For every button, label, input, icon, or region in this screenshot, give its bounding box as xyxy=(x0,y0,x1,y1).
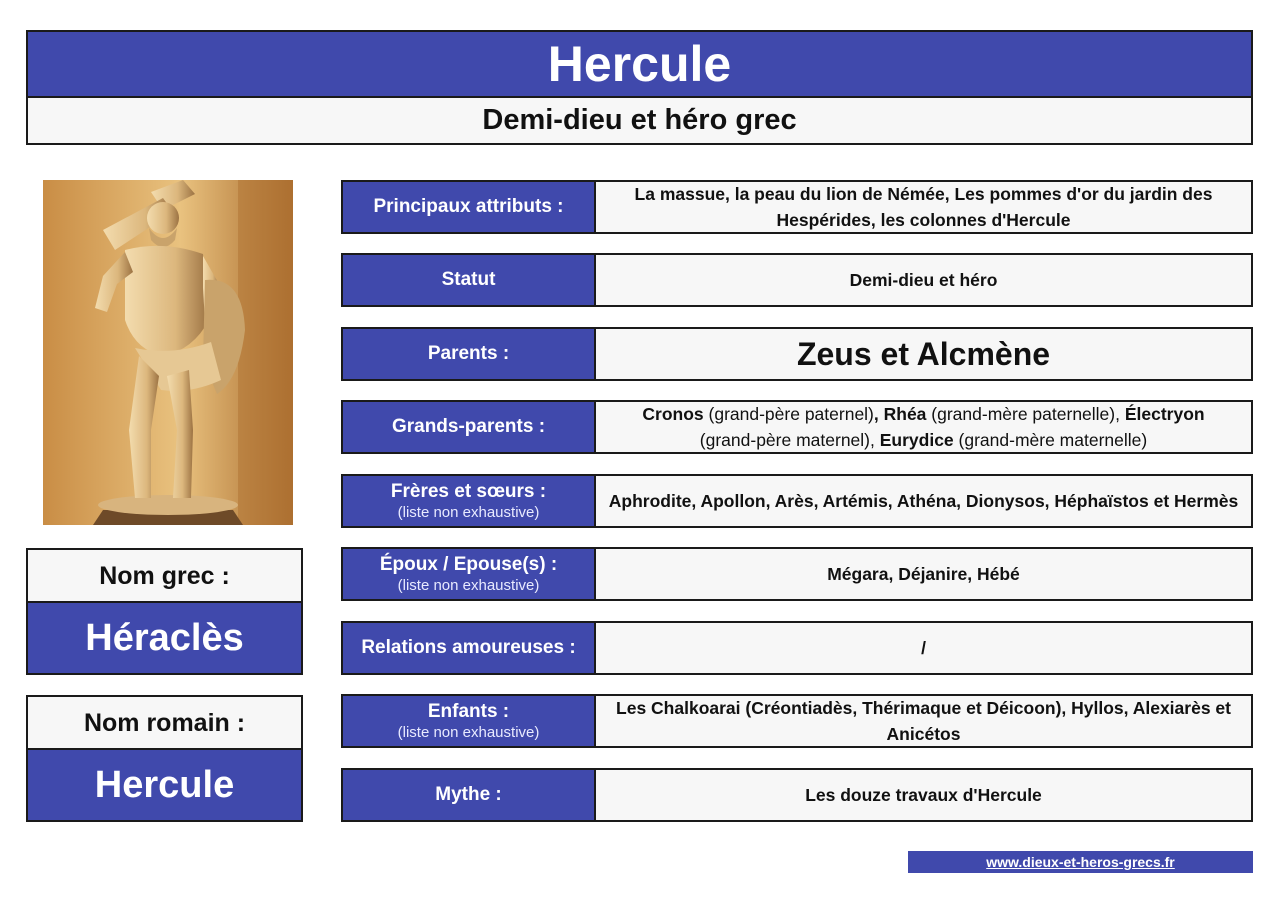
myth-label-text: Mythe : xyxy=(435,784,502,806)
siblings-label-text: Frères et sœurs : xyxy=(390,480,547,502)
statue-photo xyxy=(43,180,293,525)
attributes-label xyxy=(341,180,596,234)
grandparent-rhea: , Rhéa xyxy=(873,403,927,424)
spouses-value: Mégara, Déjanire, Hébé xyxy=(594,547,1253,601)
myth-label xyxy=(341,768,596,822)
spouses-label xyxy=(341,547,596,601)
status-label-text: Statut xyxy=(441,269,496,291)
grandparents-label xyxy=(341,400,596,454)
grandparent-eurydice: Eurydice xyxy=(879,430,954,450)
children-label xyxy=(341,694,596,748)
love-relations-label-text: Relations amoureuses : xyxy=(361,637,576,659)
grandparent-electryon-role: (grand-père maternel), xyxy=(699,430,880,450)
parents-value: Zeus et Alcmène xyxy=(594,327,1253,381)
greek-name-value: Héraclès xyxy=(26,601,303,675)
children-label-text: Enfants : xyxy=(427,700,510,722)
grandparents-label-text: Grands-parents : xyxy=(391,416,546,438)
siblings-value: Aphrodite, Apollon, Arès, Artémis, Athéna, Dionysos, Héphaïstos et Hermès xyxy=(594,474,1253,528)
attributes-label-text: Principaux attributs : xyxy=(373,196,564,218)
attributes-value: La massue, la peau du lion de Némée, Les pommes d'or du jardin des Hespérides, les colonnes d'Hercule xyxy=(594,180,1253,234)
children-value: Les Chalkoarai (Créontiadès, Thérimaque et Déicoon), Hyllos, Alexiarès et Anicétos xyxy=(594,694,1253,748)
website-link[interactable]: www.dieux-et-heros-grecs.fr xyxy=(908,851,1253,873)
grandparent-rhea-role: (grand-mère paternelle), xyxy=(926,403,1125,424)
siblings-note: (liste non exhaustive) xyxy=(397,503,540,521)
grandparent-cronos-role: (grand-père paternel) xyxy=(703,403,874,424)
roman-name-value: Hercule xyxy=(26,748,303,822)
page-subtitle: Demi-dieu et héro grec xyxy=(26,96,1253,145)
grandparent-electryon: Électryon xyxy=(1124,403,1205,424)
status-label xyxy=(341,253,596,307)
grandparent-eurydice-role: (grand-mère maternelle) xyxy=(953,430,1148,450)
grandparent-cronos: Cronos xyxy=(642,403,704,424)
greek-name-label: Nom grec : xyxy=(26,548,303,604)
siblings-label xyxy=(341,474,596,528)
status-value: Demi-dieu et héro xyxy=(594,253,1253,307)
spouses-note: (liste non exhaustive) xyxy=(397,576,540,594)
parents-label-text: Parents : xyxy=(427,343,510,365)
spouses-label-text: Époux / Epouse(s) : xyxy=(379,553,558,575)
parents-label xyxy=(341,327,596,381)
statue-illustration xyxy=(43,180,293,525)
love-relations-value: / xyxy=(594,621,1253,675)
myth-value: Les douze travaux d'Hercule xyxy=(594,768,1253,822)
roman-name-label: Nom romain : xyxy=(26,695,303,751)
love-relations-label xyxy=(341,621,596,675)
children-note: (liste non exhaustive) xyxy=(397,723,540,741)
grandparents-value xyxy=(594,400,1253,454)
page-title: Hercule xyxy=(26,30,1253,98)
